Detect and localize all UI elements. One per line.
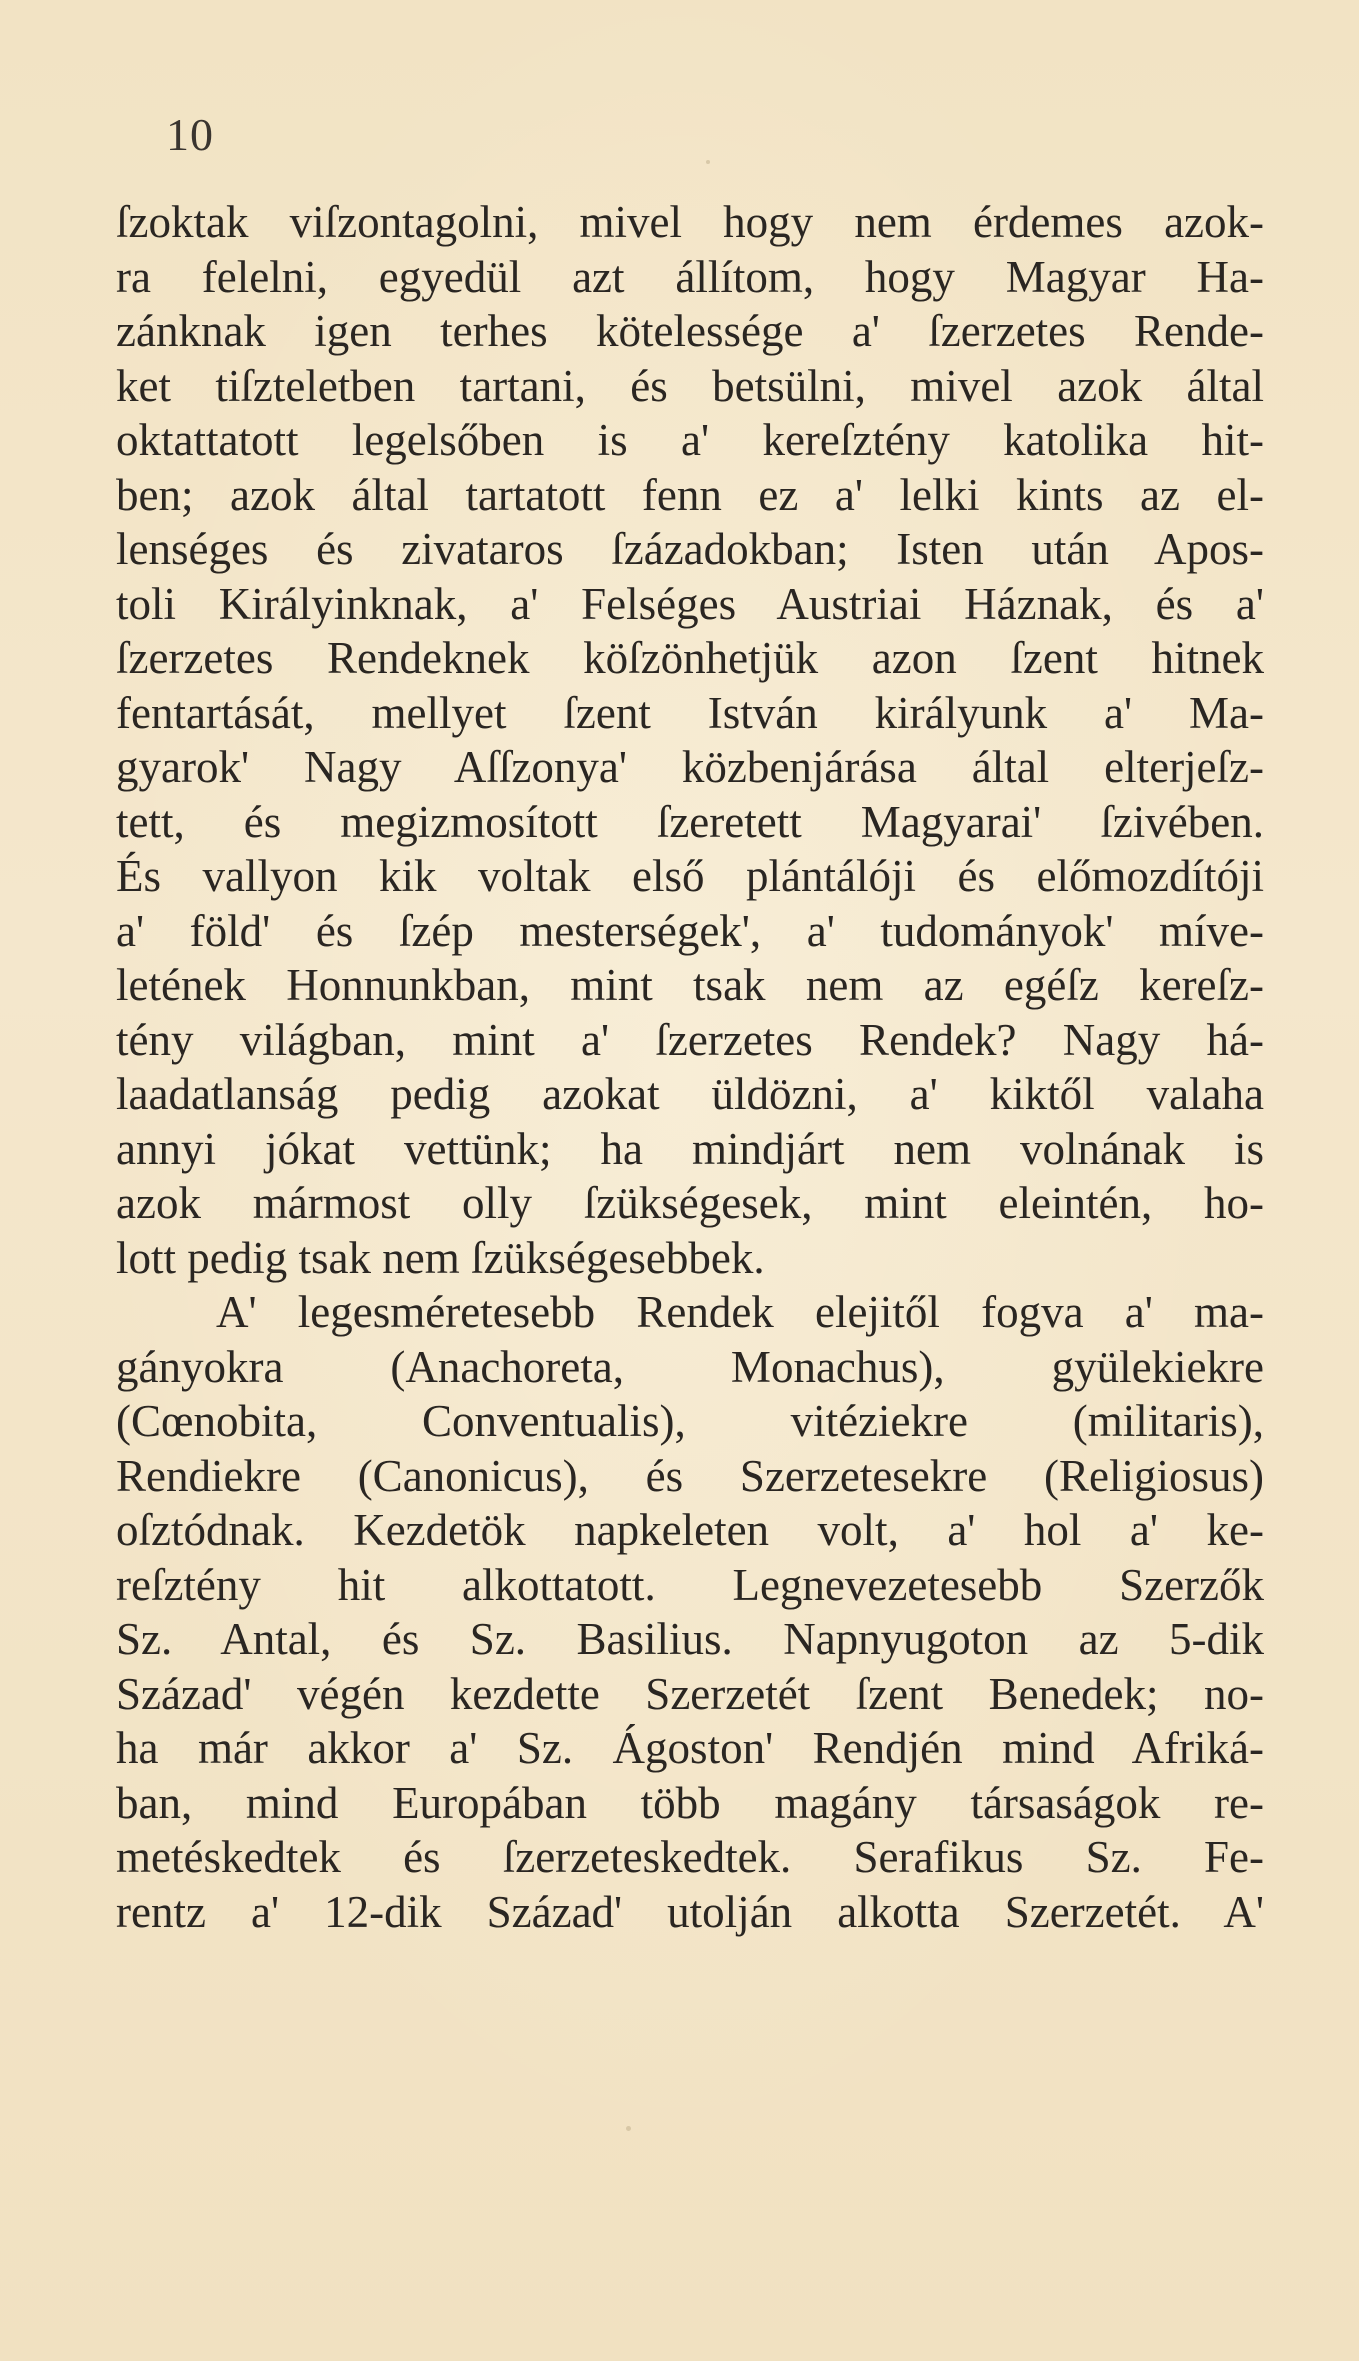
text-line: oktattatott legelsőben is a' kereſztény katolika hit- bbox=[116, 415, 1264, 465]
body-text bbox=[116, 195, 1264, 1939]
text-line: toli Királyinknak, a' Felséges Austriai Háznak, és a' bbox=[116, 578, 1264, 629]
text-line: ket tiſzteletben tartani, és betsülni, mivel azok által bbox=[116, 360, 1264, 411]
text-line: Rendiekre (Canonicus), és Szerzetesekre (Religiosus) bbox=[116, 1450, 1264, 1501]
text-line: Század' végén kezdette Szerzetét ſzent Benedek; no- bbox=[116, 1668, 1264, 1719]
text-line: A' legesméretesebb Rendek elejitől fogva a' ma- bbox=[216, 1287, 1264, 1337]
text-line: annyi jókat vettünk; ha mindjárt nem volnának is bbox=[116, 1123, 1264, 1174]
text-line: ban, mind Europában több magány társaságok re- bbox=[116, 1777, 1264, 1828]
text-line: ſzoktak viſzontagolni, mivel hogy nem érdemes azok- bbox=[116, 197, 1264, 247]
text-line: fentartását, mellyet ſzent István királyunk a' Ma- bbox=[116, 687, 1264, 738]
paper-spot bbox=[706, 160, 710, 164]
text-line: lenséges és zivataros ſzázadokban; Isten után Apos- bbox=[116, 524, 1264, 574]
text-line: letének Honnunkban, mint tsak nem az egéſz kereſz- bbox=[116, 960, 1264, 1010]
text-line: gyarok' Nagy Aſſzonya' közbenjárása által elterjeſz- bbox=[116, 742, 1264, 792]
text-line: zánknak igen terhes kötelessége a' ſzerzetes Rende- bbox=[116, 306, 1264, 356]
text-line: ra felelni, egyedül azt állítom, hogy Magyar Ha- bbox=[116, 251, 1264, 302]
text-line: laadatlanság pedig azokat üldözni, a' kiktől valaha bbox=[116, 1069, 1264, 1119]
text-line: tett, és megizmosított ſzeretett Magyarai' ſzivében. bbox=[116, 796, 1264, 847]
text-line: metéskedtek és ſzerzeteskedtek. Serafikus Sz. Fe- bbox=[116, 1832, 1264, 1882]
text-line: reſztény hit alkottatott. Legnevezetesebb Szerzők bbox=[116, 1559, 1264, 1610]
paper-spot bbox=[626, 2126, 631, 2131]
text-line: rentz a' 12-dik Század' utolján alkotta Szerzetét. A' bbox=[116, 1886, 1264, 1937]
text-line: Sz. Antal, és Sz. Basilius. Napnyugoton az 5-dik bbox=[116, 1614, 1264, 1664]
text-line: gányokra (Anachoreta, Monachus), gyülekiekre bbox=[116, 1341, 1264, 1392]
text-line: ſzerzetes Rendeknek köſzönhetjük azon ſzent hitnek bbox=[116, 633, 1264, 683]
text-line: ha már akkor a' Sz. Ágoston' Rendjén mind Afriká- bbox=[116, 1723, 1264, 1773]
text-line: lott pedig tsak nem ſzükségesebbek. bbox=[116, 1232, 765, 1283]
text-line: oſztódnak. Kezdetök napkeleten volt, a' hol a' ke- bbox=[116, 1505, 1264, 1555]
text-line: a' föld' és ſzép mesterségek', a' tudományok' míve- bbox=[116, 905, 1264, 956]
text-line: tény világban, mint a' ſzerzetes Rendek? Nagy há- bbox=[116, 1014, 1264, 1065]
page-number: 10 bbox=[166, 109, 214, 160]
text-line: (Cœnobita, Conventualis), vitéziekre (militaris), bbox=[116, 1396, 1264, 1446]
text-line: ben; azok által tartatott fenn ez a' lelki kints az el- bbox=[116, 469, 1264, 520]
text-line: azok mármost olly ſzükségesek, mint eleintén, ho- bbox=[116, 1178, 1264, 1228]
text-line: És vallyon kik voltak első plántálóji és előmozdítóji bbox=[116, 851, 1264, 901]
paper-spot bbox=[420, 1140, 423, 1143]
